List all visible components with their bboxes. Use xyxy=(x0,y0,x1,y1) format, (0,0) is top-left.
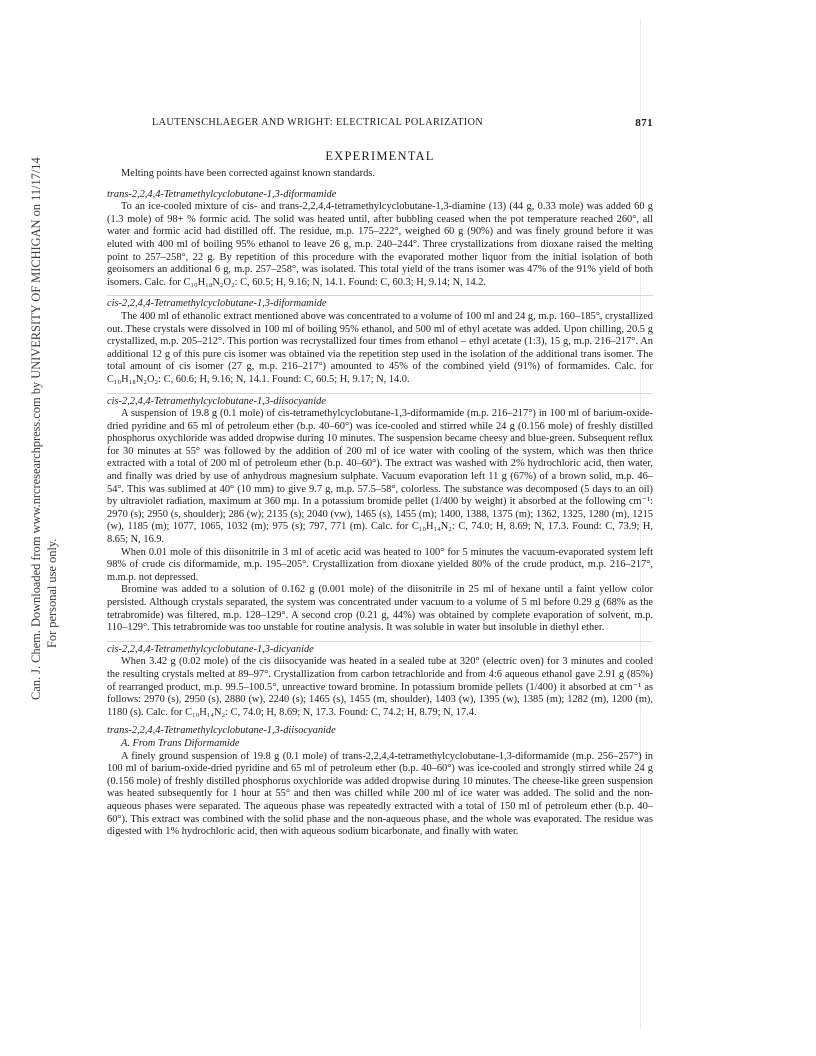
procedure-heading: trans-2,2,4,4-Tetramethylcyclobutane-1,3-diformamide xyxy=(107,188,337,200)
section-title: EXPERIMENTAL xyxy=(325,149,435,163)
download-watermark xyxy=(0,157,60,700)
running-title: LAUTENSCHLAEGER AND WRIGHT: ELECTRICAL POLARIZATION xyxy=(152,117,484,128)
procedure-paragraph: When 0.01 mole of this diisonitrile in 3 ml of acetic acid was heated to 100° for 5 minutes the vacuum-evaporated system left 98% of crude cis diformamide, m.p. 195–205°. Crystallization from dioxane yielded 80% of the crude product, m.p. 216–217°, m.m.p. not depressed. xyxy=(107,546,653,583)
procedure-paragraph: To an ice-cooled mixture of cis- and trans-2,2,4,4-tetramethylcyclobutane-1,3-diamine (13) (44 g, 0.33 mole) was added 60 g (1.3 mole) of 98+ % formic acid. The solid was heated until, after bubbling ceased when the pot temperature reached 260°, all water and formic acid had distilled off. The residue, m.p. 175–222°, weighed 60 g (90%) and was finely ground before it was eluted with 400 ml of boiling 95% ethanol to leave 26 g, m.p. 240–244°. Three crystallizations from dioxane raised the melting point to 257–258°, 22 g. By repetition of this procedure with the evaporated mother liquor from the initial isolation of both geoisomers an additional 6 g, m.p. 257–258°, was isolated. This total yield of the trans isomer was 47% of the 91% yield of both isomers. Calc. for C₁₀H₁₈N₂O₂: C, 60.5; H, 9.16; N, 14.1. Found: C, 60.3; H, 9.14; N, 14.2. xyxy=(107,201,653,288)
page-number: 871 xyxy=(635,117,653,129)
procedure-heading: cis-2,2,4,4-Tetramethylcyclobutane-1,3-diformamide xyxy=(107,298,327,310)
journal-page xyxy=(107,117,653,845)
intro-text: Melting points have been corrected against known standards. xyxy=(121,168,375,179)
watermark-line-1: Can. J. Chem. Downloaded from www.nrcresearchpress.com by UNIVERSITY OF MICHIGAN on 11/17/14 xyxy=(29,157,43,700)
procedure-section xyxy=(107,298,653,386)
procedure-heading: cis-2,2,4,4-Tetramethylcyclobutane-1,3-diisocyanide xyxy=(107,395,326,407)
procedure-paragraph: Bromine was added to a solution of 0.162 g (0.001 mole) of the diisonitrile in 25 ml of hexane until a faint yellow color persisted. Although crystals separated, the system was concentrated under vacuum to a volume of 5 ml before 0.29 g (68% as the tetrabromide) was filtered, m.p. 128–129°. A second crop (0.21 g, 44%) was obtained by complete evaporation of solvent, m.p. 110–129°. This tetrabromide was too unstable for routine analysis. It was soluble in water but insoluble in diethyl ether. xyxy=(107,584,653,634)
procedure-paragraph: The 400 ml of ethanolic extract mentioned above was concentrated to a volume of 100 ml and 24 g, m.p. 160–185°, crystallized out. These crystals were dissolved in 100 ml of boiling 95% ethanol, and 500 ml of ethyl acetate was added. Upon chilling, 20.5 g crystallized, m.p. 205–212°. This portion was recrystallized four times from ethanol – ethyl acetate (1:3), 15 g, m.p. 216–217°. An additional 12 g of this pure cis isomer was obtained via the repetition step used in the isolation of the additional trans isomer. The total amount of cis isomer (27 g, m.p. 216–217°) amounted to 45% of the combined yield (91%) of formamides. Calc. for C₁₀H₁₈N₂O₂: C, 60.6; H, 9.16; N, 14.1. Found: C, 60.5; H, 9.17; N, 14.0. xyxy=(107,310,653,385)
procedure-section xyxy=(107,644,653,720)
section-divider xyxy=(107,641,653,642)
procedure-section xyxy=(107,725,653,838)
procedure-heading: cis-2,2,4,4-Tetramethylcyclobutane-1,3-dicyanide xyxy=(107,643,314,655)
procedure-heading: trans-2,2,4,4-Tetramethylcyclobutane-1,3-diisocyanide xyxy=(107,725,336,737)
section-divider xyxy=(107,295,653,296)
watermark-line-2: For personal use only. xyxy=(45,538,59,648)
procedure-subheading: A. From Trans Diformamide xyxy=(121,737,240,749)
procedure-paragraph: When 3.42 g (0.02 mole) of the cis diisocyanide was heated in a sealed tube at 320° (electric oven) for 3 minutes and cooled the resulting crystals melted at 89–97°. Crystallization from carbon tetrachloride and from 4:6 aqueous ethanol gave 2.91 g (85%) of rearranged product, m.p. 99.5–100.5°, unreactive toward bromine. In potassium bromide pellets (1/400) it absorbed at cm⁻¹ as follows: 2970 (s), 2950 (s), 2880 (w), 2240 (s); 1465 (s), 1455 (m, shoulder), 1403 (w), 1395 (w), 1385 (m); 1282 (m), 1200 (m), 1180 (s). Calc. for C₁₀H₁₄N₂: C, 74.0; H, 8.69; N, 17.3. Found: C, 74.2; H, 8.79; N, 17.4. xyxy=(107,656,653,718)
section-divider xyxy=(107,393,653,394)
running-head xyxy=(107,117,653,131)
procedure-section xyxy=(107,396,653,635)
procedure-section xyxy=(107,189,653,290)
procedure-paragraph: A suspension of 19.8 g (0.1 mole) of cis-tetramethylcyclobutane-1,3-diformamide (m.p. 216–217°) in 100 ml of barium-oxide-dried pyridine and 65 ml of petroleum ether (b.p. 40–60°) was ice-cooled and stirred while 24 g (0.156 mole) of freshly distilled phosphorus oxychloride was added dropwise during 10 minutes. The suspension became cheesy and blue-green. Subsequent reflux for 30 minutes at 55° was followed by the addition of 200 ml of ice water with cooling of the system, which was then thrice extracted with a total of 200 ml of petroleum ether (b.p. 40–60°). The extract was washed with 2% hydrochloric acid, then water, and finally was dried by use of anhydrous magnesium sulphate. Vacuum evaporation left 11 g (67%) of a brown solid, m.p. 46–54°. This was sublimed at 40° (10 mm) to give 9.7 g, m.p. 57.5–58°, colorless. The substance was decomposed (5 days to an oil) by ultraviolet radiation, maximum at 360 mμ. In a potassium bromide pellet (1/400 by weight) it absorbed at the following cm⁻¹: 2970 (s); 2950 (s, shoulder); 286 (w); 2135 (s); 2040 (vw), 1465 (s), 1455 (m); 1400, 1388, 1375 (m); 1362, 1325, 1280 (m), 1215 (w), 1185 (m); 1077, 1065, 1032 (m); 975 (s); 797, 771 (m). Calc. for C₁₀H₁₄N₂: C, 74.0; H, 8.69; N, 17.3. Found: C, 73.9; H, 8.65; N, 16.9. xyxy=(107,408,653,546)
procedure-paragraph: A finely ground suspension of 19.8 g (0.1 mole) of trans-2,2,4,4-tetramethylcyclobutane-1,3-diformamide (m.p. 256–257°) in 100 ml of barium-oxide-dried pyridine and 65 ml of petroleum ether (b.p. 40–60°) was ice-cooled and strongly stirred while 24 g (0.156 mole) of freshly distilled phosphorus oxychloride was added dropwise during 10 minutes. The cheese-like green suspension was heated subsequently for 1 hour at 55° and then was chilled while 200 ml of ice water was added. The solid and the non-aqueous phases were separated. The aqueous phase was repeatedly extracted with a total of 150 ml of petroleum ether (b.p. 40–60°). This extract was combined with the solid phase and the non-aqueous phase, and the whole was evaporated. The residue was digested with 1% hydrochloric acid, then with aqueous sodium bicarbonate, and finally with water. xyxy=(107,750,653,838)
